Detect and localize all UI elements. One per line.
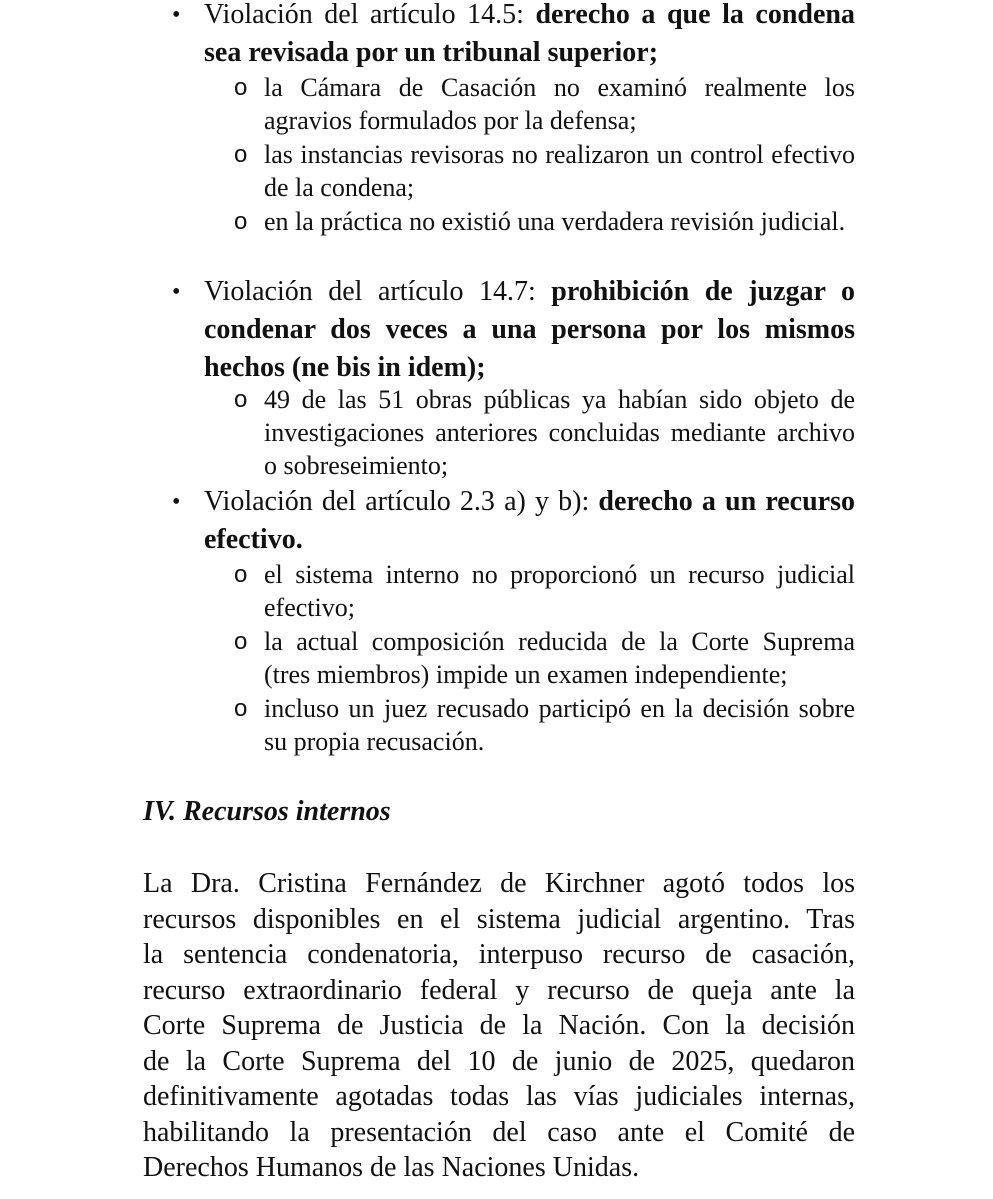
paragraph-line: habilitando la presentación del caso ante el Comité de — [143, 1116, 855, 1148]
paragraph-line: definitivamente agotadas todas las vías judiciales internas, — [143, 1081, 855, 1112]
paragraph-line: Derechos Humanos de las Naciones Unidas. — [143, 1152, 640, 1183]
sub-list-item — [234, 383, 855, 482]
sub-bullet-marker: o — [234, 561, 248, 588]
paragraph-line: Corte Suprema de Justicia de la Nación. Con la decisión — [143, 1010, 855, 1041]
sub-item-text: la Cámara de Casación no examinó realmente los agravios formulados por la defensa; — [264, 73, 855, 135]
sub-list-item — [234, 558, 855, 624]
sub-bullet-marker: o — [234, 386, 248, 413]
list-item — [172, 273, 855, 387]
sub-item-text: en la práctica no existió una verdadera revisión judicial. — [264, 207, 846, 236]
sub-bullet-marker: o — [234, 695, 248, 722]
paragraph-line: recurso extraordinario federal y recurso de queja ante la — [143, 974, 855, 1006]
paragraph-line: de la Corte Suprema del 10 de junio de 2025, quedaron — [143, 1045, 855, 1077]
section-paragraph — [143, 866, 855, 1186]
sub-item-text: 49 de las 51 obras públicas ya habían sido objeto de investigaciones anteriores concluidas mediante archivo o sobreseimiento; — [264, 385, 855, 480]
sub-list-item — [234, 625, 855, 691]
paragraph-line: La Dra. Cristina Fernández de Kirchner agotó todos los — [143, 868, 855, 899]
sub-item-text: incluso un juez recusado participó en la decisión sobre su propia recusación. — [264, 694, 855, 756]
sub-item-text: las instancias revisoras no realizaron un control efectivo de la condena; — [264, 140, 855, 202]
bullet-marker: • — [172, 279, 181, 305]
sub-bullet-marker: o — [234, 74, 248, 101]
sub-bullet-marker: o — [234, 628, 248, 655]
bullet-marker: • — [172, 2, 181, 28]
sub-list-item — [234, 71, 855, 137]
sub-item-text: la actual composición reducida de la Corte Suprema (tres miembros) impide un examen independiente; — [264, 627, 855, 689]
paragraph-line: la sentencia condenatoria, interpuso recurso de casación, — [143, 939, 855, 970]
sub-item-text: el sistema interno no proporcionó un recurso judicial efectivo; — [264, 560, 855, 622]
article-reference: Violación del artículo 2.3 a) y b): — [204, 486, 599, 517]
bullet-marker: • — [172, 489, 181, 515]
sub-list-item — [234, 138, 855, 204]
sub-list-item — [234, 205, 855, 238]
list-item — [172, 483, 855, 559]
paragraph-line: recursos disponibles en el sistema judicial argentino. Tras — [143, 903, 855, 935]
right-description: prohibición de juzgar o condenar dos veces a una persona por los mismos hechos (ne bis in idem); — [204, 276, 855, 383]
list-item — [172, 0, 855, 72]
article-reference: Violación del artículo 14.5: — [204, 0, 536, 30]
article-reference: Violación del artículo 14.7: — [204, 276, 552, 307]
sub-list-item — [234, 692, 855, 758]
section-heading: IV. Recursos internos — [143, 796, 391, 827]
sub-bullet-marker: o — [234, 141, 248, 168]
right-description: derecho a que la condena sea revisada por un tribunal superior; — [204, 0, 855, 68]
sub-bullet-marker: o — [234, 208, 248, 235]
right-description: derecho a un recurso efectivo. — [204, 486, 855, 555]
